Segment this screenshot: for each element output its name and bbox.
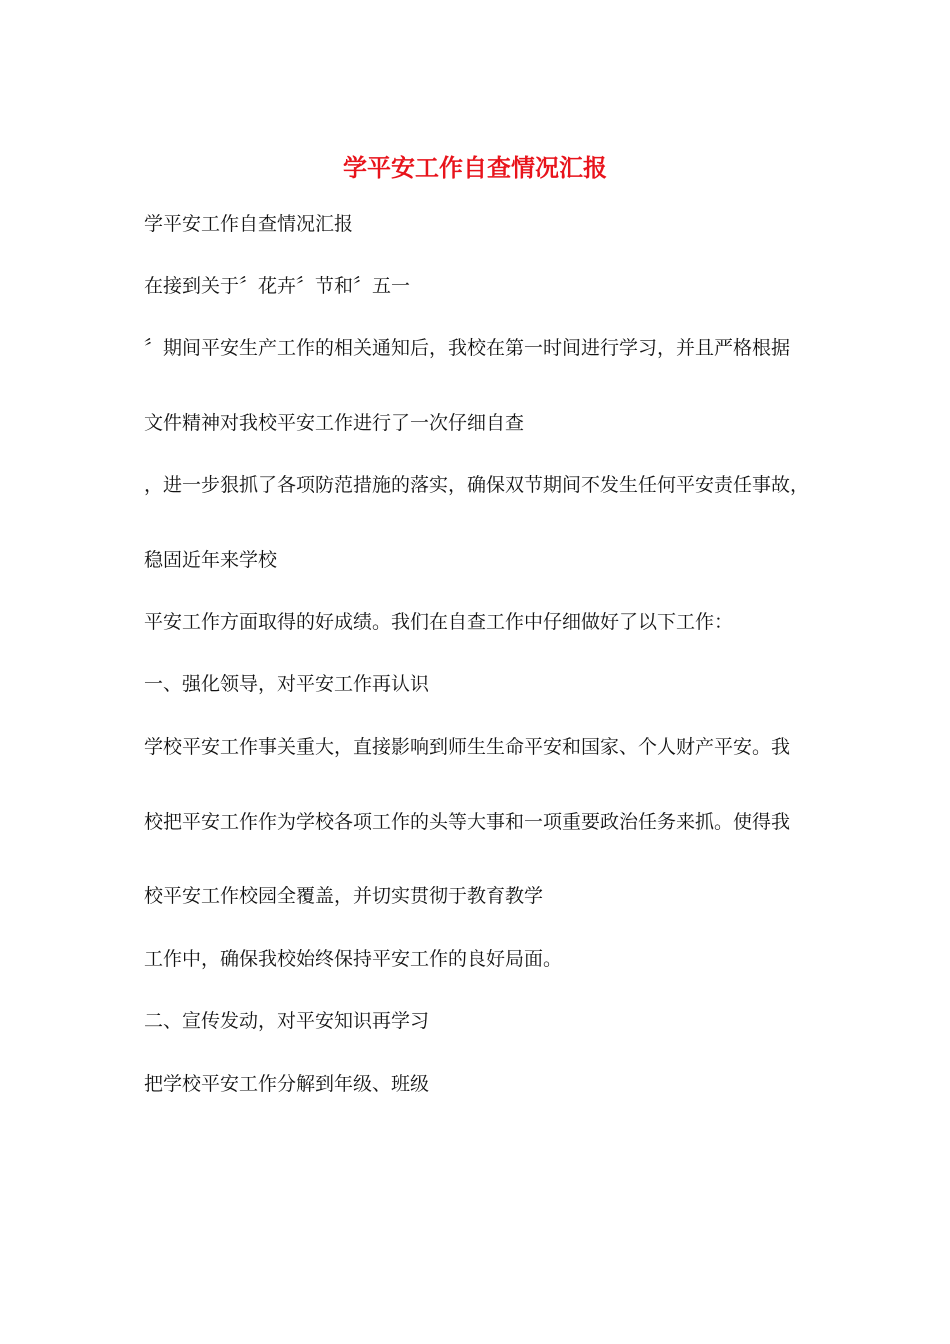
paragraph-line: 〞期间平安生产工作的相关通知后，我校在第一时间进行学习，并且严格根据 [144,337,791,359]
paragraph-line: 文件精神对我校平安工作进行了一次仔细自查 [144,412,525,434]
paragraph-line: 工作中，确保我校始终保持平安工作的良好局面。 [144,948,563,970]
paragraph-line: 平安工作方面取得的好成绩。我们在自查工作中仔细做好了以下工作： [144,611,734,633]
section-heading-two: 二、宣传发动，对平安知识再学习 [144,1010,430,1032]
paragraph-line: 校把平安工作作为学校各项工作的头等大事和一项重要政治任务来抓。使得我 [144,811,791,833]
paragraph-line: ，进一步狠抓了各项防范措施的落实，确保双节期间不发生任何平安责任事故， [144,474,810,496]
paragraph-line: 把学校平安工作分解到年级、班级 [144,1073,430,1095]
section-heading-one: 一、强化领导，对平安工作再认识 [144,673,430,695]
paragraph-line: 校平安工作校园全覆盖，并切实贯彻于教育教学 [144,885,544,907]
document-title: 学平安工作自查情况汇报 [343,153,607,182]
paragraph-line: 学校平安工作事关重大，直接影响到师生生命平安和国家、个人财产平安。我 [144,736,791,758]
paragraph-subtitle: 学平安工作自查情况汇报 [144,213,354,235]
paragraph-line: 在接到关于〞花卉〞节和〞五一 [144,275,411,297]
paragraph-line: 稳固近年来学校 [144,549,278,571]
